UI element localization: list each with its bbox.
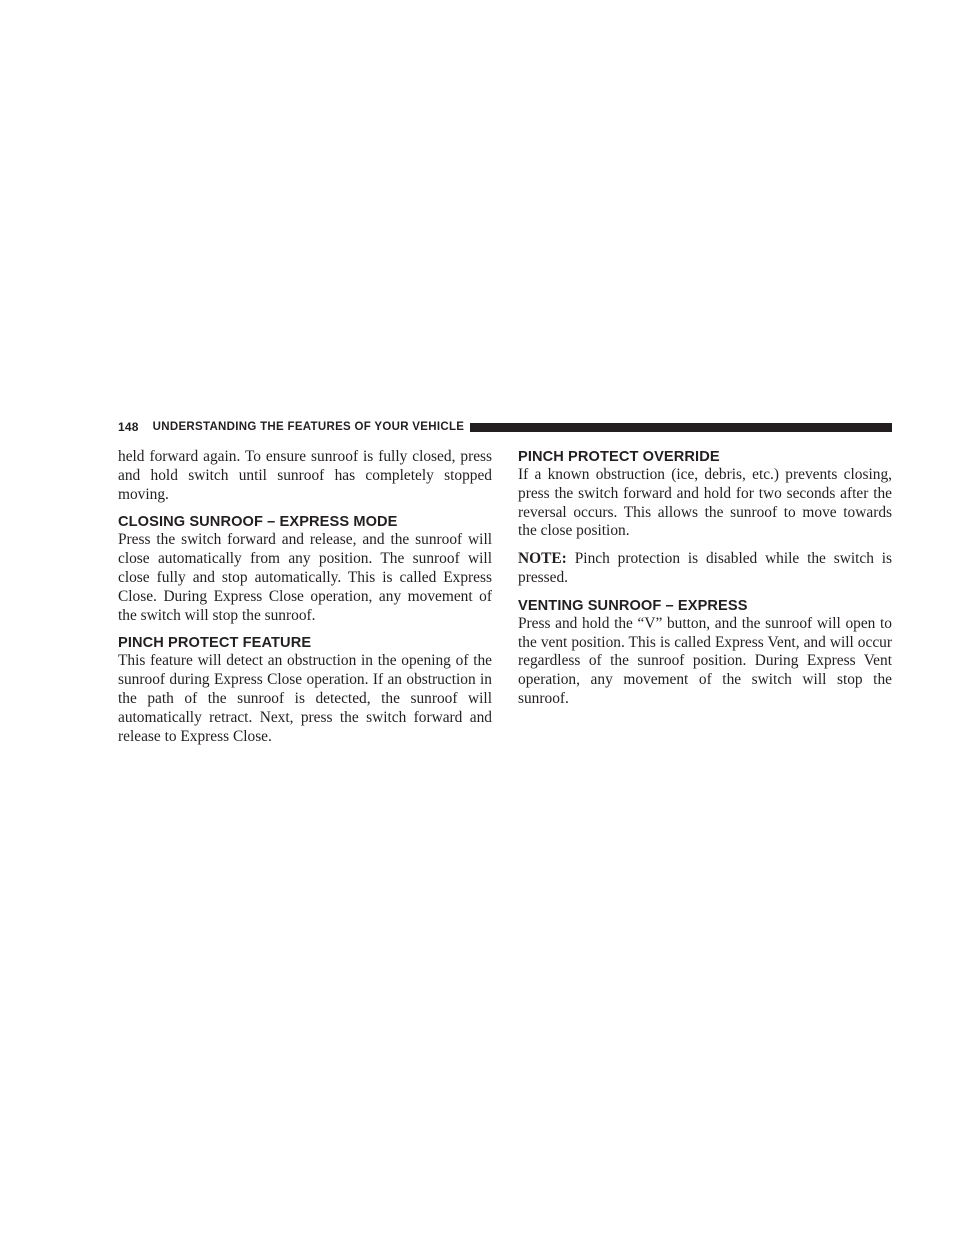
venting-express-paragraph: Press and hold the “V” button, and the sunroof will open to the vent position. This is called Express Vent, and will occur regardless of the sunroof position. During Express Vent operation, any movement of the switch will stop the sunroof. [518,614,892,707]
closing-express-heading: CLOSING SUNROOF – EXPRESS MODE [118,514,398,531]
note-label: NOTE: [518,550,567,568]
header-rule [470,423,892,432]
page-number: 148 [118,420,139,434]
closing-express-paragraph: Press the switch forward and release, and the sunroof will close automatically from any position. The sunroof will close fully and stop automatically. This is called Express Close. During Express Close operation, any movement of the switch will stop the sunroof. [118,531,492,624]
page-header [118,419,892,435]
pinch-protect-override-paragraph: If a known obstruction (ice, debris, etc.) prevents closing, press the switch forward and hold for two seconds after the reversal occurs. This allows the sunroof to move towards the close position. [518,466,892,540]
left-column [118,448,492,755]
note-paragraph [518,550,892,588]
note-text: Pinch protection is disabled while the switch is pressed. [518,550,892,586]
venting-express-heading: VENTING SUNROOF – EXPRESS [518,597,748,614]
pinch-protect-feature-heading: PINCH PROTECT FEATURE [118,635,312,652]
pinch-protect-override-heading: PINCH PROTECT OVERRIDE [518,449,720,465]
pinch-protect-feature-paragraph: This feature will detect an obstruction in the opening of the sunroof during Express Close operation. If an obstruction in the path of the sunroof is detected, the sunroof will automatically retract. Next, press the switch forward and release to Express Close. [118,652,492,745]
intro-paragraph: held forward again. To ensure sunroof is fully closed, press and hold switch until sunroof has completely stopped moving. [118,448,492,503]
section-title: UNDERSTANDING THE FEATURES OF YOUR VEHICLE [152,421,465,433]
right-column [518,448,892,718]
